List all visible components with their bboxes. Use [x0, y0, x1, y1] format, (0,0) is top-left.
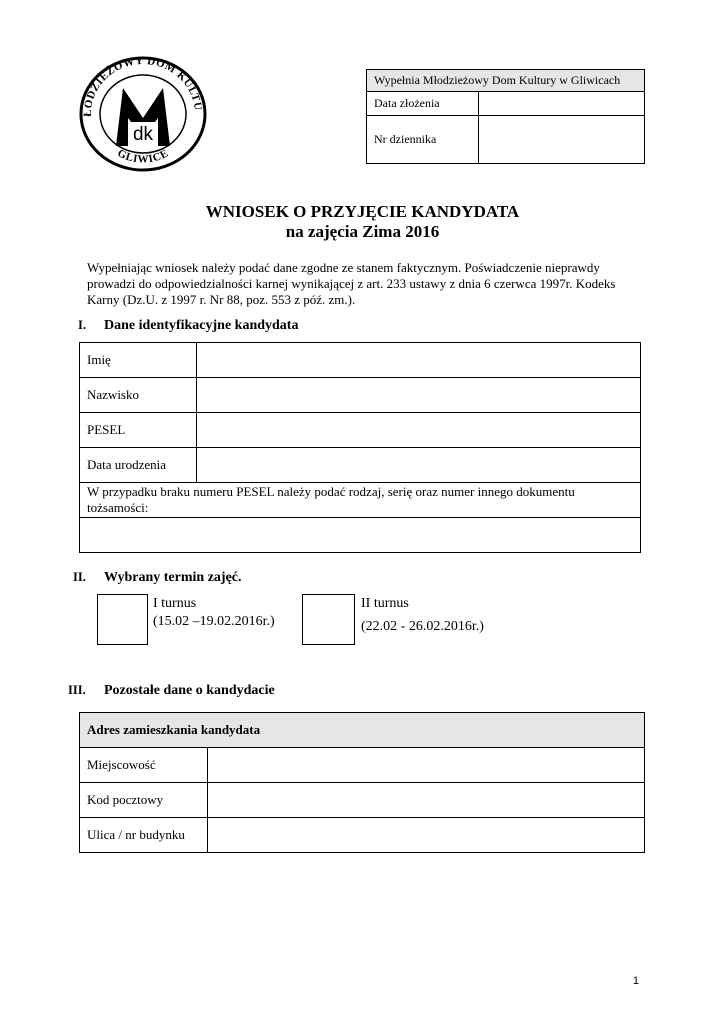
option-turnus-1-name: I turnus	[153, 596, 197, 611]
field-label-birth-date: Data urodzenia	[80, 448, 197, 483]
field-label-postal-code: Kod pocztowy	[80, 783, 208, 818]
section-1-number: I.	[78, 318, 86, 332]
section-1-title: Dane identyfikacyjne kandydata	[104, 318, 299, 333]
identification-table	[79, 342, 641, 553]
option-turnus-1	[153, 595, 275, 631]
field-other-document[interactable]	[80, 518, 641, 553]
field-first-name[interactable]	[197, 343, 641, 378]
option-turnus-1-dates: (15.02 –19.02.2016r.)	[153, 614, 275, 629]
checkbox-turnus-2[interactable]	[302, 594, 355, 645]
section-3-number: III.	[68, 683, 86, 697]
logo-monogram: dk	[132, 124, 154, 145]
logo-bottom-text: GLIWICE	[115, 147, 171, 166]
field-label-city: Miejscowość	[80, 748, 208, 783]
office-value-date[interactable]	[479, 92, 645, 116]
field-label-street: Ulica / nr budynku	[80, 818, 208, 853]
office-use-table	[366, 69, 645, 164]
field-city[interactable]	[208, 748, 645, 783]
option-turnus-2-dates: (22.02 - 26.02.2016r.)	[361, 619, 484, 634]
mdk-logo-icon	[78, 56, 208, 172]
office-value-journal[interactable]	[479, 116, 645, 164]
address-table	[79, 712, 645, 853]
field-birth-date[interactable]	[197, 448, 641, 483]
field-postal-code[interactable]	[208, 783, 645, 818]
section-1-heading	[78, 318, 298, 334]
field-label-last-name: Nazwisko	[80, 378, 197, 413]
document-title: WNIOSEK O PRZYJĘCIE KANDYDATA	[205, 202, 520, 221]
logo-ring-text: ŁODZIEŻOWY DOM KULTU	[81, 56, 204, 117]
office-label-date: Data złożenia	[367, 92, 479, 116]
document-subtitle: na zajęcia Zima 2016	[285, 222, 440, 241]
office-header: Wypełnia Młodzieżowy Dom Kultury w Gliwicach	[367, 70, 645, 92]
intro-paragraph: Wypełniając wniosek należy podać dane zgodne ze stanem faktycznym. Poświadczenie nieprawdy prowadzi do odpowiedzialności karnej wynikającej z art. 233 ustawy z dnia 6 czerwca 1997r. Kodeks Karny (Dz.U. z 1997 r. Nr 88, poz. 553 z póź. zm.).	[87, 260, 616, 307]
section-2-heading	[73, 570, 242, 586]
address-table-header: Adres zamieszkania kandydata	[80, 713, 645, 748]
option-turnus-2	[361, 595, 484, 636]
field-pesel[interactable]	[197, 413, 641, 448]
field-last-name[interactable]	[197, 378, 641, 413]
mdk-logo	[78, 56, 208, 172]
pesel-note: W przypadku braku numeru PESEL należy podać rodzaj, serię oraz numer innego dokumentu tożsamości:	[80, 483, 641, 518]
field-label-pesel: PESEL	[80, 413, 197, 448]
section-2-title: Wybrany termin zajęć.	[104, 570, 242, 585]
option-turnus-2-name: II turnus	[361, 596, 409, 611]
svg-text:GLIWICE	[115, 147, 170, 165]
field-label-first-name: Imię	[80, 343, 197, 378]
section-3-title: Pozostałe dane o kandydacie	[104, 683, 275, 698]
checkbox-turnus-1[interactable]	[97, 594, 148, 645]
page-number: 1	[632, 975, 639, 987]
section-3-heading	[68, 683, 275, 699]
office-label-journal: Nr dziennika	[367, 116, 479, 164]
field-street[interactable]	[208, 818, 645, 853]
section-2-number: II.	[73, 570, 86, 584]
